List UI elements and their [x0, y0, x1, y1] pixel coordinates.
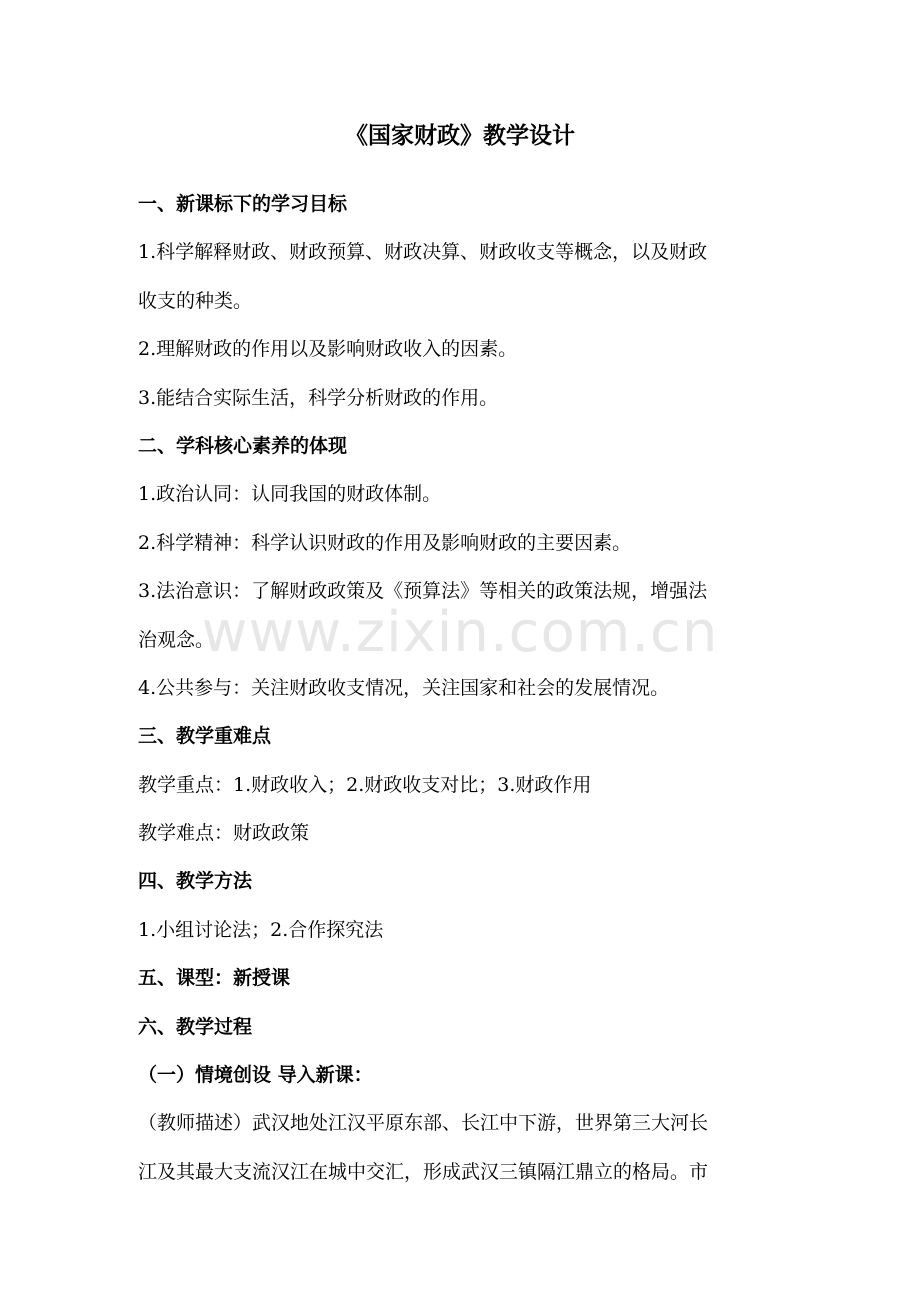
- body-text-line: 教学难点：财政政策: [138, 822, 310, 845]
- body-text-line: 3.法治意识：了解财政政策及《预算法》等相关的政策法规，增强法: [138, 580, 708, 603]
- body-text-line: 1.科学解释财政、财政预算、财政决算、财政收支等概念，以及财政: [138, 241, 708, 264]
- document-title: 《国家财政》教学设计: [345, 122, 575, 149]
- body-text-line: 江及其最大支流汉江在城中交汇，形成武汉三镇隔江鼎立的格局。市: [138, 1160, 709, 1183]
- body-text-line: 治观念。: [138, 628, 215, 651]
- body-text-line: 1.政治认同：认同我国的财政体制。: [138, 483, 442, 506]
- section-heading: 二、学科核心素养的体现: [138, 434, 348, 457]
- section-heading: （一）情境创设 导入新课：: [138, 1064, 373, 1087]
- body-text-line: 3.能结合实际生活，科学分析财政的作用。: [138, 386, 499, 409]
- body-text-line: 教学重点：1.财政收入；2.财政收支对比；3.财政作用: [138, 773, 592, 796]
- section-heading: 一、新课标下的学习目标: [138, 193, 348, 215]
- section-heading: 五、课型：新授课: [138, 967, 291, 990]
- section-heading: 三、教学重难点: [138, 725, 272, 748]
- document-body: [138, 180, 788, 1196]
- watermark: www.zixin.com.cn: [201, 600, 719, 665]
- body-text-line: 4.公共参与：关注财政收支情况，关注国家和社会的发展情况。: [138, 676, 670, 699]
- body-text-line: 2.理解财政的作用以及影响财政收入的因素。: [138, 338, 518, 361]
- body-text-line: （教师描述）武汉地处江汉平原东部、长江中下游，世界第三大河长: [138, 1112, 709, 1135]
- body-text-line: 1.小组讨论法；2.合作探究法: [138, 918, 384, 941]
- section-heading: 六、教学过程: [138, 1015, 253, 1038]
- body-text-line: 收支的种类。: [138, 289, 253, 312]
- body-text-line: 2.科学精神：科学认识财政的作用及影响财政的主要因素。: [138, 531, 632, 554]
- section-heading: 四、教学方法: [138, 870, 253, 893]
